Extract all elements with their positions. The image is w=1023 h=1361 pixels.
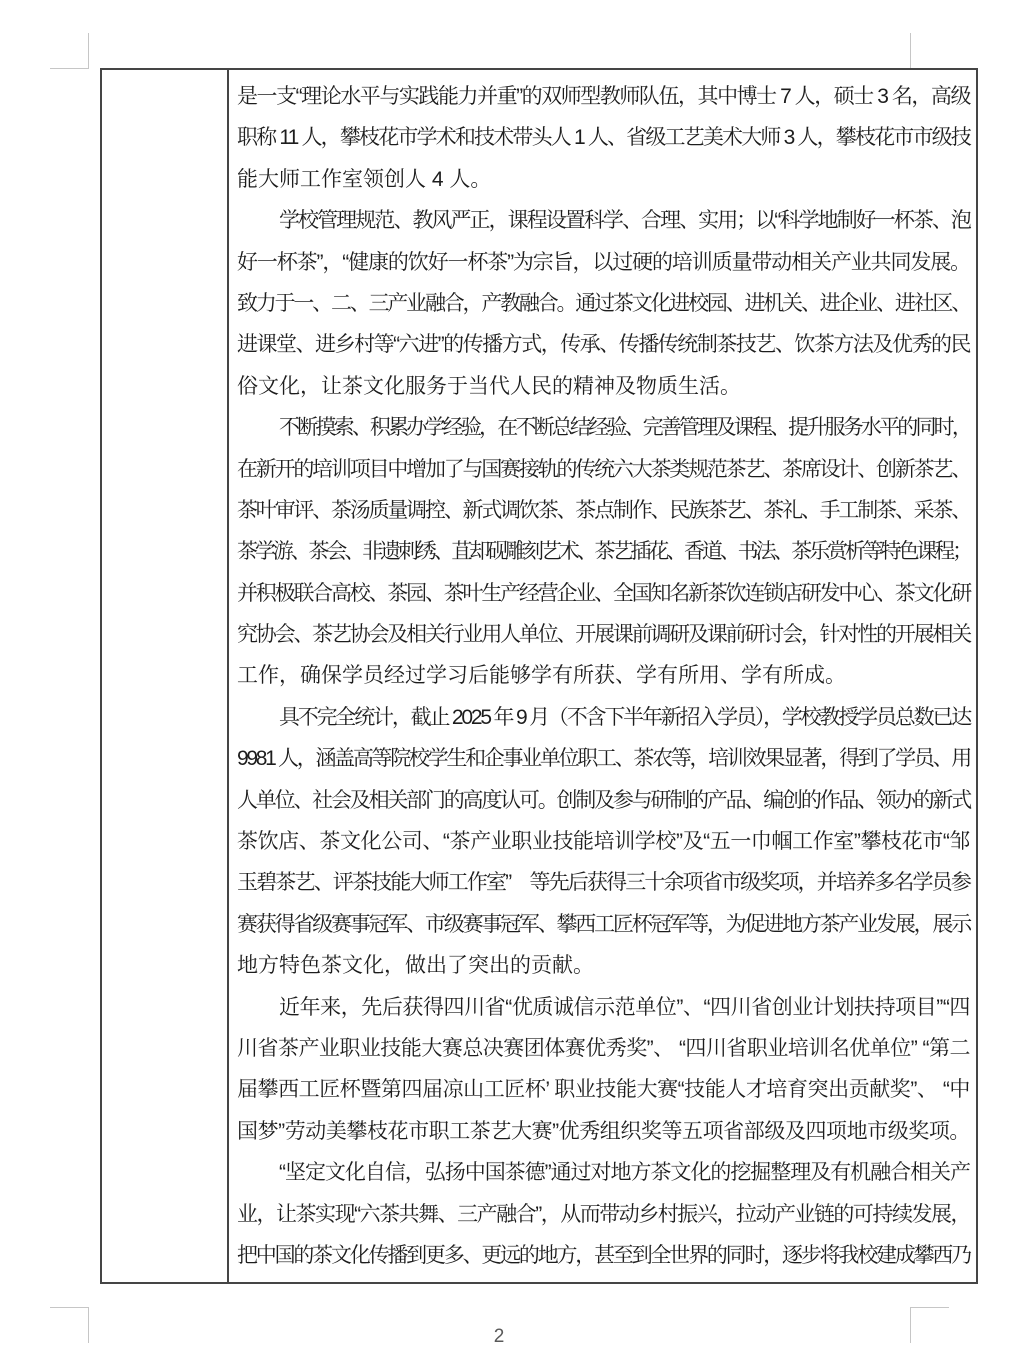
document-table bbox=[100, 68, 978, 1284]
text-line: 近年来，先后获得四川省“优质诚信示范单位”、“四川省创业计划扶持项目”“四 bbox=[279, 995, 970, 1019]
text-line: 地方特色茶文化，做出了突出的贡献。 bbox=[237, 954, 594, 978]
text-line: 俗文化，让茶文化服务于当代人民的精神及物质生活。 bbox=[237, 374, 741, 398]
page-number: 2 bbox=[493, 1326, 505, 1347]
text-line: 茶学游、茶会、非遗刺绣、苴却砚雕刻艺术、茶艺插花、香道、书法、茶乐赏析等特色课程； bbox=[237, 540, 970, 564]
text-line: 职称 11 人，攀枝花市学术和技术带头人 1 人、省级工艺美术大师 3 人，攀枝花市市级技 bbox=[237, 126, 970, 150]
text-line: “坚定文化自信，弘扬中国茶德”通过对地方茶文化的挖掘整理及有机融合相关产 bbox=[279, 1161, 970, 1185]
text-line: 玉碧茶艺、评茶技能大师工作室” 等先后获得三十余项省市级奖项，并培养多名学员参 bbox=[237, 871, 970, 895]
text-line: 业，让茶实现“六茶共舞、三产融合”，从而带动乡村振兴，拉动产业链的可持续发展， bbox=[237, 1202, 970, 1226]
text-line: 具不完全统计，截止 2025 年 9 月（不含下半年新招入学员），学校教授学员总数已达 bbox=[279, 705, 970, 729]
margin-crop-mark-top-right bbox=[910, 33, 949, 69]
text-line: 不断摸索、积累办学经验，在不断总结经验、完善管理及课程、提升服务水平的同时， bbox=[279, 416, 970, 440]
text-line: 致力于一、二、三产业融合，产教融合。通过茶文化进校园、进机关、进企业、进社区、 bbox=[237, 291, 970, 315]
text-line: 把中国的茶文化传播到更多、更远的地方，甚至到全世界的同时，逐步将我校建成攀西乃 bbox=[237, 1243, 970, 1267]
text-line: 川省茶产业职业技能大赛总决赛团体赛优秀奖”、 “四川省职业培训名优单位” “第二 bbox=[237, 1036, 970, 1060]
table-cell-body-text bbox=[229, 70, 976, 1282]
text-line: 赛获得省级赛事冠军、市级赛事冠军、攀西工匠杯冠军等，为促进地方茶产业发展，展示 bbox=[237, 912, 970, 936]
text-line: 在新开的培训项目中增加了与国赛接轨的传统六大茶类规范茶艺、茶席设计、创新茶艺、 bbox=[237, 457, 970, 481]
text-line: 工作，确保学员经过学习后能够学有所获、学有所用、学有所成。 bbox=[237, 664, 846, 688]
text-line: 进课堂、进乡村等“六进”的传播方式，传承、传播传统制茶技艺、饮茶方法及优秀的民 bbox=[237, 333, 970, 357]
text-line: 届攀西工匠杯暨第四届凉山工匠杯’ 职业技能大赛“技能人才培育突出贡献奖”、 “中 bbox=[237, 1078, 970, 1102]
margin-crop-mark-top-left bbox=[50, 33, 89, 69]
text-line: 人单位、社会及相关部门的高度认可。创制及参与研制的产品、编创的作品、领办的新式 bbox=[237, 788, 970, 812]
text-line: 究协会、茶艺协会及相关行业用人单位、开展课前调研及课前研讨会，针对性的开展相关 bbox=[237, 623, 970, 647]
text-line: 茶饮店、茶文化公司、“茶产业职业技能培训学校”及“五一巾帼工作室”攀枝花市“邹 bbox=[237, 830, 970, 854]
table-cell-left bbox=[102, 70, 229, 1282]
text-line: 好一杯茶”，“健康的饮好一杯茶”为宗旨，以过硬的培训质量带动相关产业共同发展。 bbox=[237, 250, 970, 274]
text-line: 是一支“理论水平与实践能力并重”的双师型教师队伍，其中博士 7 人，硕士 3 名，高级 bbox=[237, 85, 970, 108]
text-line: 茶叶审评、茶汤质量调控、新式调饮茶、茶点制作、民族茶艺、茶礼、手工制茶、采茶、 bbox=[237, 498, 970, 522]
text-line: 国梦”劳动美攀枝花市职工茶艺大赛”优秀组织奖等五项省部级及四项地市级奖项。 bbox=[237, 1119, 970, 1143]
text-line: 并积极联合高校、茶园、茶叶生产经营企业、全国知名新茶饮连锁店研发中心、茶文化研 bbox=[237, 581, 970, 605]
text-line: 能大师工作室领创人 4 人。 bbox=[237, 167, 492, 191]
text-line: 9981 人，涵盖高等院校学生和企事业单位职工、茶农等，培训效果显著，得到了学员、用 bbox=[237, 747, 970, 771]
text-line: 学校管理规范、教风严正，课程设置科学、合理、实用；以“科学地制好一杯茶、泡 bbox=[279, 209, 970, 233]
